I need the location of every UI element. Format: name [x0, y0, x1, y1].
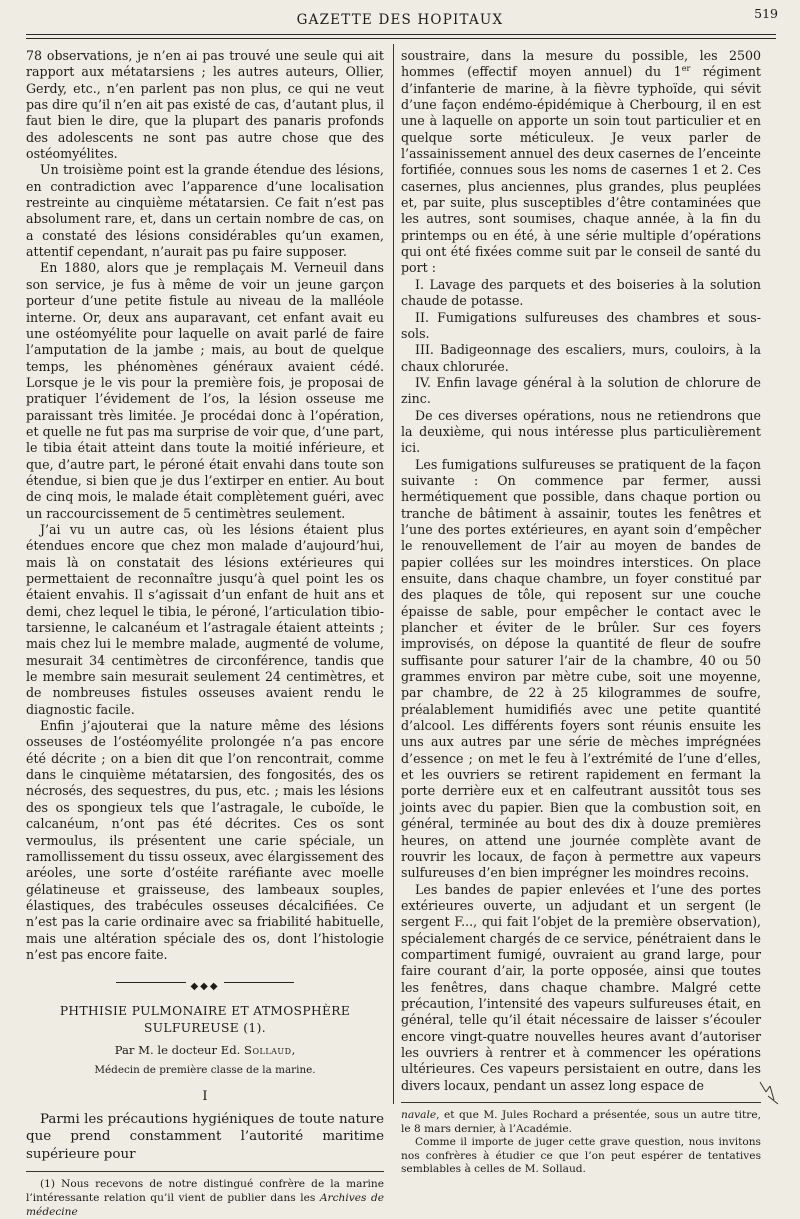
paragraph: 78 observations, je n’en ai pas trouvé une seule qui ait rapport aux métatarsiens ; les autres auteurs, Ollier, Gerdy, etc., n’en parlent pas non plus, ce qui ne veut pas dire qu’il n’en ait pas existé de cas, d’autant plus, il faut bien le dire, que la plupart des panaris profonds des adolescents ne sont pas autre chose que des ostéomyélites.	[26, 48, 384, 162]
paragraph	[401, 48, 761, 277]
section-ornament	[26, 977, 384, 993]
running-header-title: GAZETTE DES HOPITAUX	[296, 12, 504, 28]
list-item: III. Badigeonnage des escaliers, murs, couloirs, à la chaux chlorurée.	[401, 342, 761, 374]
footnote-text: , et que M. Jules Rochard a présentée, sous un autre titre, le 8 mars dernier, à l’Académie.	[401, 1109, 761, 1135]
paragraph-text: régiment d’infanterie de marine, à la fièvre typhoïde, qui sévit d’une façon endémo-épidémique à Cherbourg, il en est une à laquelle on apporte un soin tout particulier et en quelque sorte méticuleux. Je veux parler de l’assainissement annuel des deux casernes de l’enceinte fortifiée, connues sous les noms de casernes 1 et 2. Ces casernes, plus anciennes, plus grandes, plus peuplées et, par suite, plus susceptibles d’être contaminées que les autres, sont soumises, chaque année, à la fin du printemps ou en été, à une série multiple d’opérations qui ont été fixées comme suit par le conseil de santé du port :	[401, 64, 761, 276]
footnote-editorial: Comme il importe de juger cette grave question, nous invitons nos confrères à étudier ce que l’on peut espérer de tentatives semblables à celles de M. Sollaud.	[401, 1136, 761, 1176]
paragraph: J’ai vu un autre cas, où les lésions étaient plus étendues encore que chez mon malade d’aujourd’hui, mais là on constatait des lésions extérieures qui permettaient de reconnaître jusqu’à quel point les os étaient envahis. Il s’agissait d’un enfant de huit ans et demi, chez lequel le tibia, le péroné, l’articulation tibio-tarsienne, le calcanéum et l’astragale étaient atteints ; mais chez lui le membre malade, augmenté de volume, mesurait 34 centimètres de circonférence, tandis que le membre sain mesurait seulement 24 centimètres, et de nombreuses fistules osseuses avaient rendu le diagnostic facile.	[26, 521, 384, 717]
paragraph: De ces diverses opérations, nous ne retiendrons que la deuxième, qui nous intéresse plus particulièrement ici.	[401, 407, 761, 456]
article-lead-paragraph: Parmi les précautions hygiéniques de toute nature que prend constamment l’autorité maritime supérieure pour	[26, 1111, 384, 1162]
ornament-glyphs: ◆◆◆	[186, 981, 223, 993]
left-column	[26, 48, 384, 1219]
list-item: IV. Enfin lavage général à la solution de chlorure de zinc.	[401, 374, 761, 407]
column-divider	[393, 44, 394, 1104]
footnote-rule	[26, 1171, 384, 1172]
paragraph-text: soustraire, dans la mesure du possible, les 2500 hommes (effectif moyen annuel) du 1	[401, 48, 761, 80]
byline-prefix: Par M. le docteur Ed.	[114, 1042, 241, 1057]
ink-blemish-icon	[756, 1078, 782, 1108]
footnote-italic: Archives de médecine	[26, 1192, 385, 1218]
paragraph: Les fumigations sulfureuses se pratiquent de la façon suivante : On commence par fermer, aussi hermétiquement que possible, dans chaque portion ou tranche de bâtiment à assainir, toutes les fenêtres et l’une des portes extérieures, en ayant soin d’empêcher le renouvellement de l’air au moyen de bandes de papier collées sur les moindres interstices. On place ensuite, dans chaque chambre, un foyer constitué par des plaques de tôle, qui reposent sur une couche épaisse de sable, pour empêcher le contact avec le plancher et éviter de le brûler. Sur ces foyers improvisés, on dépose la quantité de fleur de soufre suffisante pour saturer l’air de la chambre, 40 ou 50 grammes environ par mètre cube, soit une moyenne, par chambre, de 22 à 25 kilogrammes de soufre, préalablement humidifiés avec une petite quantité d’alcool. Les différents foyers sont réunis ensuite les uns aux autres par une série de mèches imprégnées d’essence ; on met le feu à l’extrémité de l’une d’elles, et les ouvriers se retirent rapidement en fermant la porte derrière eux et en calfeutrant aussitôt tous ses joints avec du papier. Bien que la combustion soit, en général, terminée au bout des dix à douze premières heures, on attend une journée complète avant de rouvrir les locaux, de façon à permettre aux vapeurs sulfureuses d’en bien imprégner les moindres recoins.	[401, 456, 761, 881]
article-byline	[26, 1042, 384, 1058]
list-item: II. Fumigations sulfureuses des chambres et sous-sols.	[401, 309, 761, 341]
paragraph: Un troisième point est la grande étendue des lésions, en contradiction avec l’apparence d’une localisation restreinte au cinquième métatarsien. Ce fait n’est pas absolument rare, et, dans un certain nombre de cas, on a constaté des lésions considérables qu’un examen, attentif cependant, n’aurait pas pu faire supposer.	[26, 162, 384, 260]
article-title: PHTHISIE PULMONAIRE ET ATMOSPHÈRE SULFUREUSE (1).	[59, 1004, 351, 1035]
footnote-italic: navale	[401, 1109, 437, 1121]
paragraph: Les bandes de papier enlevées et l’une des portes extérieures ouverte, un adjudant et un sergent (le sergent F..., qui fait l’objet de la première observation), spécialement chargés de ce service, pénétraient dans le compartiment fumigé, ouvraient au grand large, pour faire courant d’air, la porte opposée, ainsi que toutes les fenêtres, dans chaque chambre. Malgré cette précaution, l’intensité des vapeurs sulfureuses était, en général, telle qu’il était nécessaire de laisser s’écouler encore vingt-quatre nouvelles heures avant d’autoriser les ouvriers à rentrer et à commencer les opérations ultérieures. Ces vapeurs persistaient en outre, dans les divers locaux, pendant un assez long espace de	[401, 881, 761, 1093]
paragraph: En 1880, alors que je remplaçais M. Verneuil dans son service, je fus à même de voir un jeune garçon porteur d’une petite fistule au niveau de la malléole interne. Or, deux ans auparavant, cet enfant avait eu une ostéomyélite pour laquelle on avait parlé de faire l’amputation de la jambe ; mais, au bout de quelque temps, les phénomènes généraux avaient cédé. Lorsque je le vis pour la première fois, je proposai de pratiquer l’évidement de l’os, la lésion osseuse me paraissant très limitée. Je procédai donc à l’opération, et quelle ne fut pas ma surprise de voir que, d’une part, le tibia était atteint dans toute la moitié inférieure, et que, d’autre part, le péroné était envahi dans toute son étendue, si bien que je dus l’extirper en entier. Au bout de cinq mois, le malade était complètement guéri, avec un raccourcissement de 5 centimètres seulement.	[26, 260, 384, 521]
page-number: 519	[754, 6, 778, 21]
paragraph: Enfin j’ajouterai que la nature même des lésions osseuses de l’ostéomyélite prolongée n’a pas encore été décrite ; on a bien dit que l’on rencontrait, comme dans le cinquième métatarsien, des fongosités, des os nécrosés, des sequestres, du pus, etc. ; mais les lésions des os spongieux tels que l’astragale, le cuboïde, le calcanéum, n’ont pas été décrites. Ces os sont vermoulus, ils présentent une carie spéciale, un ramollissement du tissu osseux, avec élargissement des aréoles, une sorte d’ostéite raréfiante avec moelle gélatineuse et graisseuse, des lambeaux souples, élastiques, des trabécules osseuses décalcifiées. Ce n’est pas la carie ordinaire avec sa friabilité habituelle, mais une altération spéciale des os, dont l’histologie n’est pas encore faite.	[26, 718, 384, 962]
byline-comma: ,	[291, 1042, 296, 1057]
author-role: Médecin de première classe de la marine.	[94, 1064, 316, 1077]
footnote-rule	[401, 1102, 761, 1103]
section-number: I	[202, 1088, 208, 1104]
footnote-continued	[401, 1109, 761, 1177]
header-rule	[26, 34, 776, 35]
footnote	[26, 1178, 384, 1219]
list-item: I. Lavage des parquets et des boiseries à la solution chaude de potasse.	[401, 276, 761, 309]
header-rule-secondary	[26, 38, 776, 39]
author-name: Sollaud	[244, 1042, 292, 1057]
ordinal-superscript: er	[681, 64, 691, 74]
footnote-text: (1) Nous recevons de notre distingué confrère de la marine l’intéressante relation qu’il vient de publier dans les	[26, 1178, 384, 1205]
right-column	[401, 48, 761, 1177]
